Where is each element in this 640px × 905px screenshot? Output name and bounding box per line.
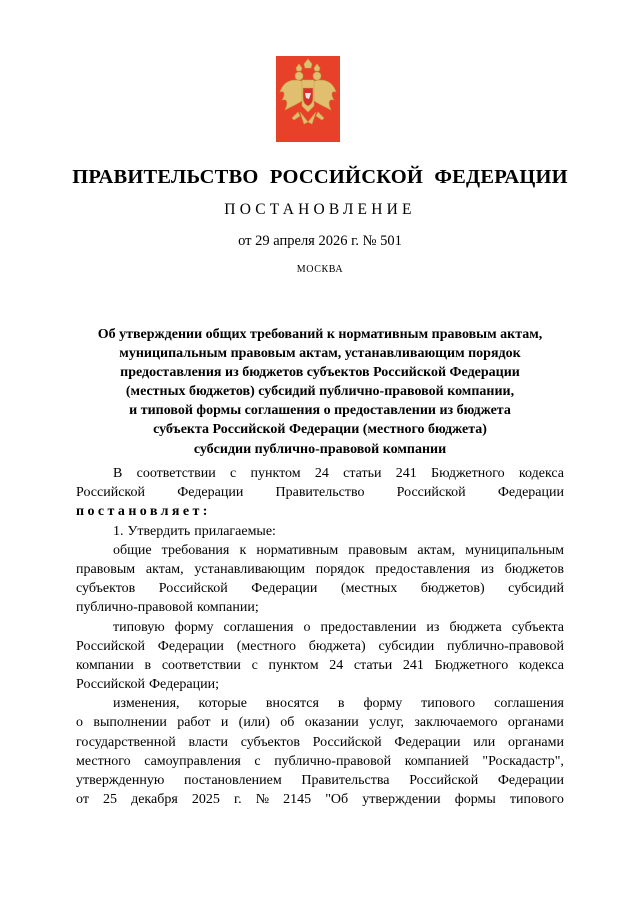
body-line [76,713,564,732]
body-word: Правительства [301,773,390,788]
body-line [76,656,564,675]
body-word: кодекса [518,657,564,673]
title-line: предоставления из бюджетов субъектов Российской Федерации [120,365,520,381]
body-word: (местного [236,638,296,654]
body-word: Федерации; [149,677,220,693]
government-name: ПРАВИТЕЛЬСТВО РОССИЙСКОЙ ФЕДЕРАЦИИ [72,166,568,188]
body-word: предоставления [375,561,471,577]
body-word: 1. [113,523,124,539]
body-word: декабря [131,792,178,808]
body-word: компанией [404,753,469,769]
title-line: и типовой формы соглашения о предоставлении из бюджета [129,403,511,419]
body-word: к [239,542,247,558]
body-word: (или) [238,715,270,731]
body-word: правовым [348,542,408,558]
body-word: Федерации [497,773,564,788]
body-word: Российской [396,485,466,501]
body-word: бюджета) [308,638,366,654]
body-word: бюджетов) [420,581,485,597]
body-word: оказании [304,715,359,731]
body-word: услуг, [369,715,405,731]
document-type: ПОСТАНОВЛЕНИЕ [224,201,416,218]
body-word: заключаемого [414,715,498,731]
body-word: бюджетов [504,561,564,577]
body-word: об [280,715,295,731]
body-line [76,541,564,560]
body-line [76,694,564,713]
body-word: о [303,619,311,635]
body-word: прилагаемые: [194,523,276,539]
body-word: публично-правовой [274,753,392,769]
title-line: субсидии публично-правовой компании [193,441,447,457]
body-word: предоставлении [320,619,417,635]
body-line [76,752,564,771]
body-word: соответствии [136,466,216,481]
body-word: самоуправления [144,753,241,769]
body-word: муниципальным [465,542,564,558]
body-word: или [473,734,496,750]
body-word: Бюджетного [434,657,509,673]
body-line [76,464,564,483]
body-word: № [255,792,270,808]
body-word: утвержденную [76,773,165,788]
body-line [76,560,564,579]
body-word: изменения, [113,696,180,712]
body-word: субсидии [378,638,435,654]
body-word: 241 [395,466,417,481]
body-word: публично-правовой [76,600,193,616]
body-word: утверждении [362,792,441,808]
body-word: публично-правовой [447,638,564,654]
document-body [76,464,564,809]
body-word: "Об [325,792,349,808]
document-city: МОСКВА [296,264,344,275]
body-word: требования [161,542,230,558]
body-word: и [220,715,229,731]
body-word: Федерации [497,485,564,501]
body-word: Федерации [251,581,318,597]
body-word: Бюджетного [431,466,505,481]
body-word: форму [363,696,403,712]
body-word: органами [507,734,564,750]
body-word: Российской [76,485,145,501]
body-word: Российской [158,581,228,597]
body-word: субъектов [240,734,300,750]
body-word: статьи [353,657,393,673]
body-word: в [144,657,152,673]
body-word: кодекса [518,466,564,481]
body-word: актам, [145,561,184,577]
body-line [76,483,564,502]
body-word: "Роскадастр", [482,753,564,769]
body-word: с [254,753,261,769]
title-line: (местных бюджетов) субсидий публично-правовой компании, [125,384,515,400]
body-word: выполнении [93,715,167,731]
body-word: форму [174,619,214,635]
body-word: от [76,792,89,808]
body-word: формы [454,792,496,808]
body-word: Федерации [177,485,244,501]
body-word: вносятся [265,696,319,712]
body-word: Российской [409,773,479,788]
body-word: г. [233,792,242,808]
body-word: 2025 [191,792,220,808]
body-word: постановляет: [76,504,211,520]
body-line [76,598,564,617]
body-word: которые [198,696,247,712]
body-word: общие [113,542,152,558]
body-word: органами [507,715,564,731]
body-word: 241 [402,657,424,673]
body-word: постановлением [184,773,282,788]
body-word: Правительство [275,485,365,501]
body-word: Федерации [157,638,224,654]
body-word: бюджета [449,619,502,635]
body-line [76,637,564,656]
body-word: статьи [343,466,382,481]
body-line [76,790,564,809]
body-word: нормативным [256,542,339,558]
body-word: Российской [76,638,145,654]
document-title [60,325,580,459]
body-word: из [480,561,494,577]
body-word: 2145 [283,792,312,808]
body-line [76,502,564,521]
body-word: правовым [76,561,136,577]
body-word: в [337,696,345,712]
body-word: компании; [196,600,259,616]
body-word: (местных [340,581,398,597]
body-word: пунктом [268,657,319,673]
body-word: государственной [76,734,176,750]
body-word: субсидий [508,581,564,597]
body-word: устанавливающим [194,561,305,577]
body-word: типового [509,792,564,808]
body-word: типового [421,696,476,712]
body-line [76,522,564,541]
body-word: порядок [315,561,365,577]
body-word: Российской [76,677,145,693]
body-word: пунктом [250,466,301,481]
body-word: компании [76,657,134,673]
title-line: муниципальным правовым актам, устанавливающим порядок [119,346,521,362]
body-line [76,675,564,694]
body-word: 25 [103,792,118,808]
title-line: субъекта Российской Федерации (местного бюджета) [153,422,487,438]
body-line [76,618,564,637]
body-word: субъектов [76,581,136,597]
body-word: местного [76,753,131,769]
body-word: работ [177,715,211,731]
document-date-number: от 29 апреля 2026 г. № 501 [238,233,402,249]
body-line [76,733,564,752]
body-word: о [76,715,83,731]
russian-coat-of-arms-icon [276,56,340,142]
body-line [76,579,564,598]
body-line [76,771,564,790]
title-line: Об утверждении общих требований к нормативным правовым актам, [97,327,543,342]
body-word: Утвердить [127,523,191,539]
body-word: 24 [329,657,344,673]
body-word: типовую [113,619,165,635]
body-word: 24 [314,466,329,481]
body-word: Федерации [394,734,461,750]
body-word: соответствии [161,657,241,673]
body-word: власти [188,734,228,750]
body-word: Российской [312,734,382,750]
body-word: субъекта [511,619,564,635]
body-word: актам, [417,542,456,558]
body-word: соглашения [494,696,564,712]
body-word: В [113,466,123,481]
body-word: из [426,619,440,635]
body-word: соглашения [223,619,294,635]
body-word: с [229,466,237,481]
body-word: с [251,657,258,673]
